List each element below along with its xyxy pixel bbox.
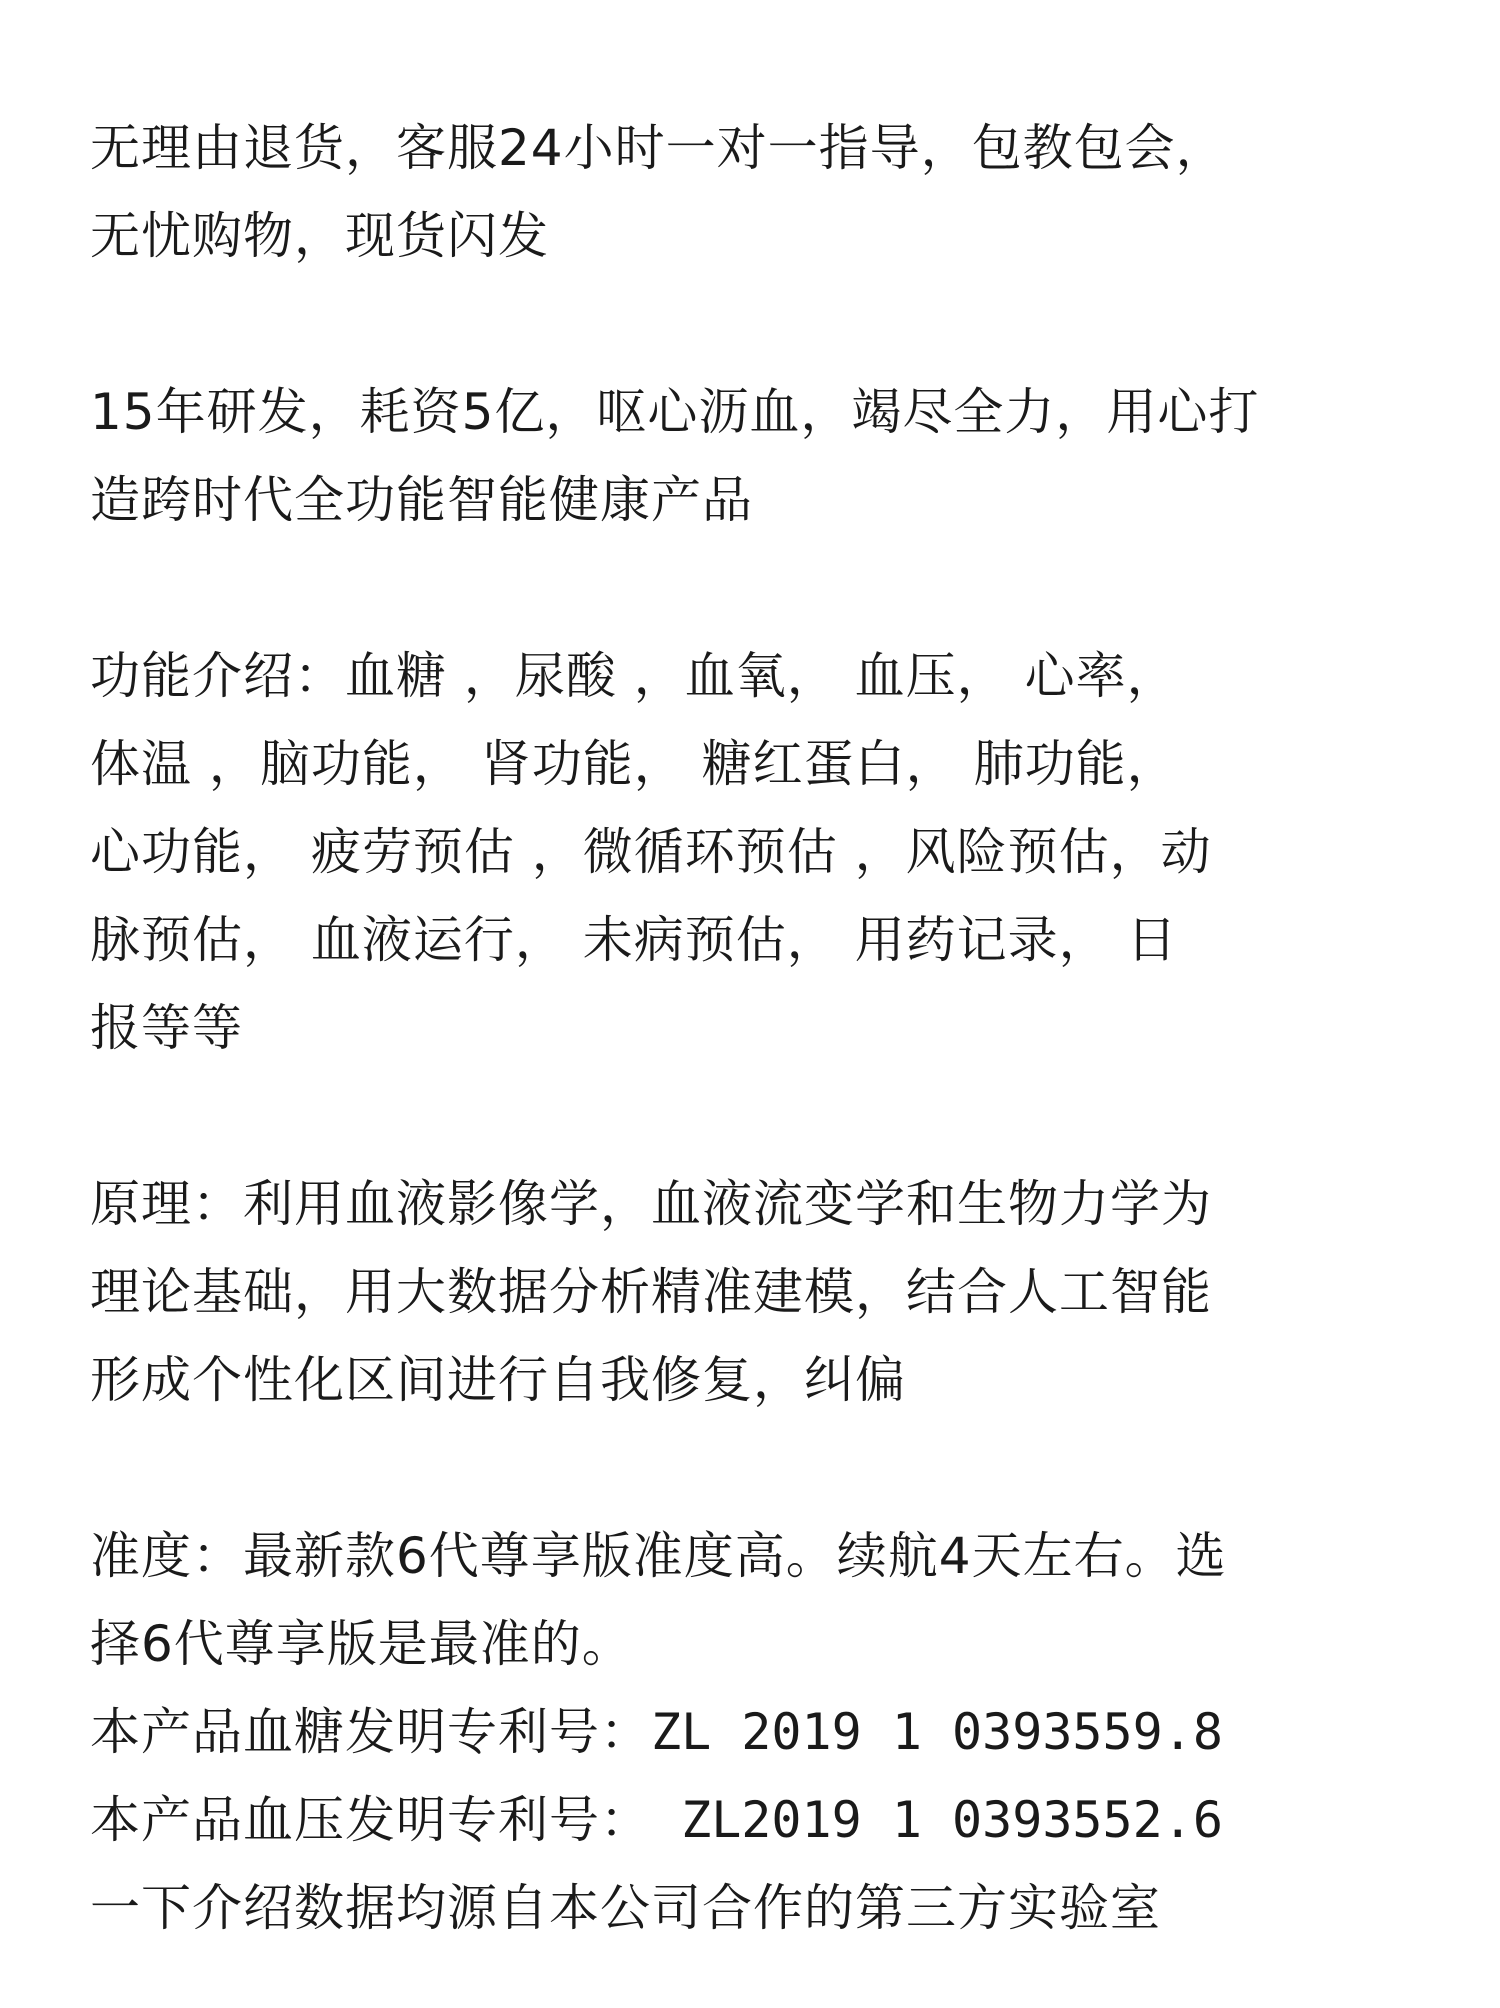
rnd-line-2: 造跨时代全功能智能健康产品 [90, 471, 753, 529]
rnd-paragraph [90, 368, 1440, 544]
features-line-2: 体温 ，脑功能， 肾功能， 糖红蛋白， 肺功能， [90, 735, 1178, 793]
principle-line-2: 理论基础，用大数据分析精准建模，结合人工智能 [90, 1263, 1212, 1321]
rnd-line-1: 15年研发，耗资5亿，呕心沥血，竭尽全力，用心打 [90, 383, 1260, 441]
accuracy-paragraph [90, 1512, 1440, 1952]
pressure-patent-line [90, 1776, 1440, 1864]
features-line-1: 功能介绍：血糖 ，尿酸 ，血氧， 血压， 心率， [90, 647, 1178, 705]
returns-paragraph [90, 104, 1440, 280]
features-line-5: 报等等 [90, 999, 243, 1057]
accuracy-line-2: 择6代尊享版是最准的。 [90, 1615, 633, 1673]
pressure-patent-number: ZL2019 1 0393552.6 [651, 1791, 1223, 1849]
principle-line-1: 原理：利用血液影像学，血液流变学和生物力学为 [90, 1175, 1212, 1233]
footer-note: 一下介绍数据均源自本公司合作的第三方实验室 [90, 1879, 1161, 1937]
returns-line-2: 无忧购物，现货闪发 [90, 207, 549, 265]
paragraph-gap [90, 544, 1440, 632]
glucose-patent-line [90, 1688, 1440, 1776]
glucose-patent-number: ZL 2019 1 0393559.8 [651, 1703, 1223, 1761]
paragraph-gap [90, 1072, 1440, 1160]
accuracy-line-1: 准度：最新款6代尊享版准度高。续航4天左右。选 [90, 1527, 1227, 1585]
returns-line-1: 无理由退货，客服24小时一对一指导，包教包会， [90, 119, 1227, 177]
features-line-4: 脉预估， 血液运行， 未病预估， 用药记录， 日 [90, 911, 1178, 969]
principle-line-3: 形成个性化区间进行自我修复，纠偏 [90, 1351, 906, 1409]
glucose-patent-label: 本产品血糖发明专利号： [90, 1703, 651, 1761]
principle-paragraph [90, 1160, 1440, 1424]
features-paragraph [90, 632, 1440, 1072]
paragraph-gap [90, 1424, 1440, 1512]
pressure-patent-label: 本产品血压发明专利号： [90, 1791, 651, 1849]
paragraph-gap [90, 280, 1440, 368]
features-line-3: 心功能， 疲劳预估 ，微循环预估 ，风险预估，动 [90, 823, 1212, 881]
